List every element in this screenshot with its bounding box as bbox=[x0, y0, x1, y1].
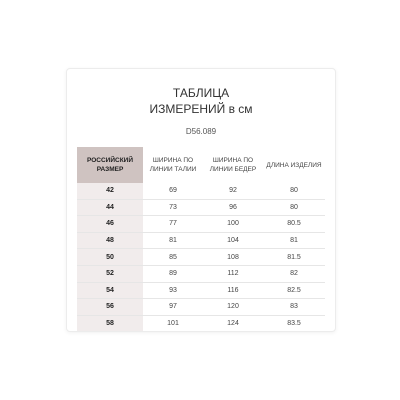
column-header-hip-width: ШИРИНА ПО ЛИНИИ БЕДЕР bbox=[209, 157, 257, 173]
table-row bbox=[77, 315, 325, 331]
chart-title-line-1: ТАБЛИЦА bbox=[172, 86, 230, 100]
column-header-length: ДЛИНА ИЗДЕЛИЯ bbox=[266, 161, 322, 169]
hip-cell: 116 bbox=[203, 282, 263, 299]
waist-cell: 69 bbox=[143, 183, 203, 199]
size-table bbox=[77, 147, 325, 331]
waist-cell: 97 bbox=[143, 299, 203, 316]
table-body bbox=[77, 183, 325, 331]
hip-cell: 112 bbox=[203, 265, 263, 282]
waist-cell: 73 bbox=[143, 199, 203, 216]
column-header-waist-width: ШИРИНА ПО ЛИНИИ ТАЛИИ bbox=[149, 157, 197, 173]
hip-cell: 100 bbox=[203, 216, 263, 233]
length-cell: 82 bbox=[263, 265, 325, 282]
size-cell: 44 bbox=[77, 199, 143, 216]
table-row bbox=[77, 282, 325, 299]
article-code: D56.089 bbox=[185, 127, 217, 136]
waist-cell: 85 bbox=[143, 249, 203, 266]
table-header-row bbox=[77, 147, 325, 183]
length-cell: 83 bbox=[263, 299, 325, 316]
size-chart-card bbox=[66, 68, 336, 332]
size-cell: 58 bbox=[77, 315, 143, 331]
length-cell: 80.5 bbox=[263, 216, 325, 233]
length-cell: 81 bbox=[263, 232, 325, 249]
length-cell: 81.5 bbox=[263, 249, 325, 266]
size-cell: 50 bbox=[77, 249, 143, 266]
table-row bbox=[77, 265, 325, 282]
hip-cell: 92 bbox=[203, 183, 263, 199]
table-row bbox=[77, 199, 325, 216]
waist-cell: 101 bbox=[167, 320, 179, 328]
length-cell: 82.5 bbox=[263, 282, 325, 299]
table-row bbox=[77, 183, 325, 199]
table-row bbox=[77, 299, 325, 316]
waist-cell: 93 bbox=[143, 282, 203, 299]
length-cell: 83.5 bbox=[287, 320, 301, 328]
table-row bbox=[77, 249, 325, 266]
waist-cell: 77 bbox=[143, 216, 203, 233]
size-cell: 56 bbox=[77, 299, 143, 316]
waist-cell: 89 bbox=[143, 265, 203, 282]
hip-cell: 96 bbox=[203, 199, 263, 216]
size-cell: 42 bbox=[77, 183, 143, 199]
waist-cell: 81 bbox=[143, 232, 203, 249]
hip-cell: 108 bbox=[203, 249, 263, 266]
table-row bbox=[77, 232, 325, 249]
size-cell: 52 bbox=[77, 265, 143, 282]
column-header-russian-size: РОССИЙСКИЙ РАЗМЕР bbox=[77, 147, 143, 183]
length-cell: 80 bbox=[263, 199, 325, 216]
hip-cell: 120 bbox=[203, 299, 263, 316]
hip-cell: 124 bbox=[227, 320, 239, 328]
size-cell: 54 bbox=[77, 282, 143, 299]
hip-cell: 104 bbox=[203, 232, 263, 249]
chart-title bbox=[67, 85, 335, 117]
table-row bbox=[77, 216, 325, 233]
size-cell: 48 bbox=[77, 232, 143, 249]
chart-title-line-2: ИЗМЕРЕНИЙ в см bbox=[149, 102, 253, 116]
length-cell: 80 bbox=[263, 183, 325, 199]
size-cell: 46 bbox=[77, 216, 143, 233]
